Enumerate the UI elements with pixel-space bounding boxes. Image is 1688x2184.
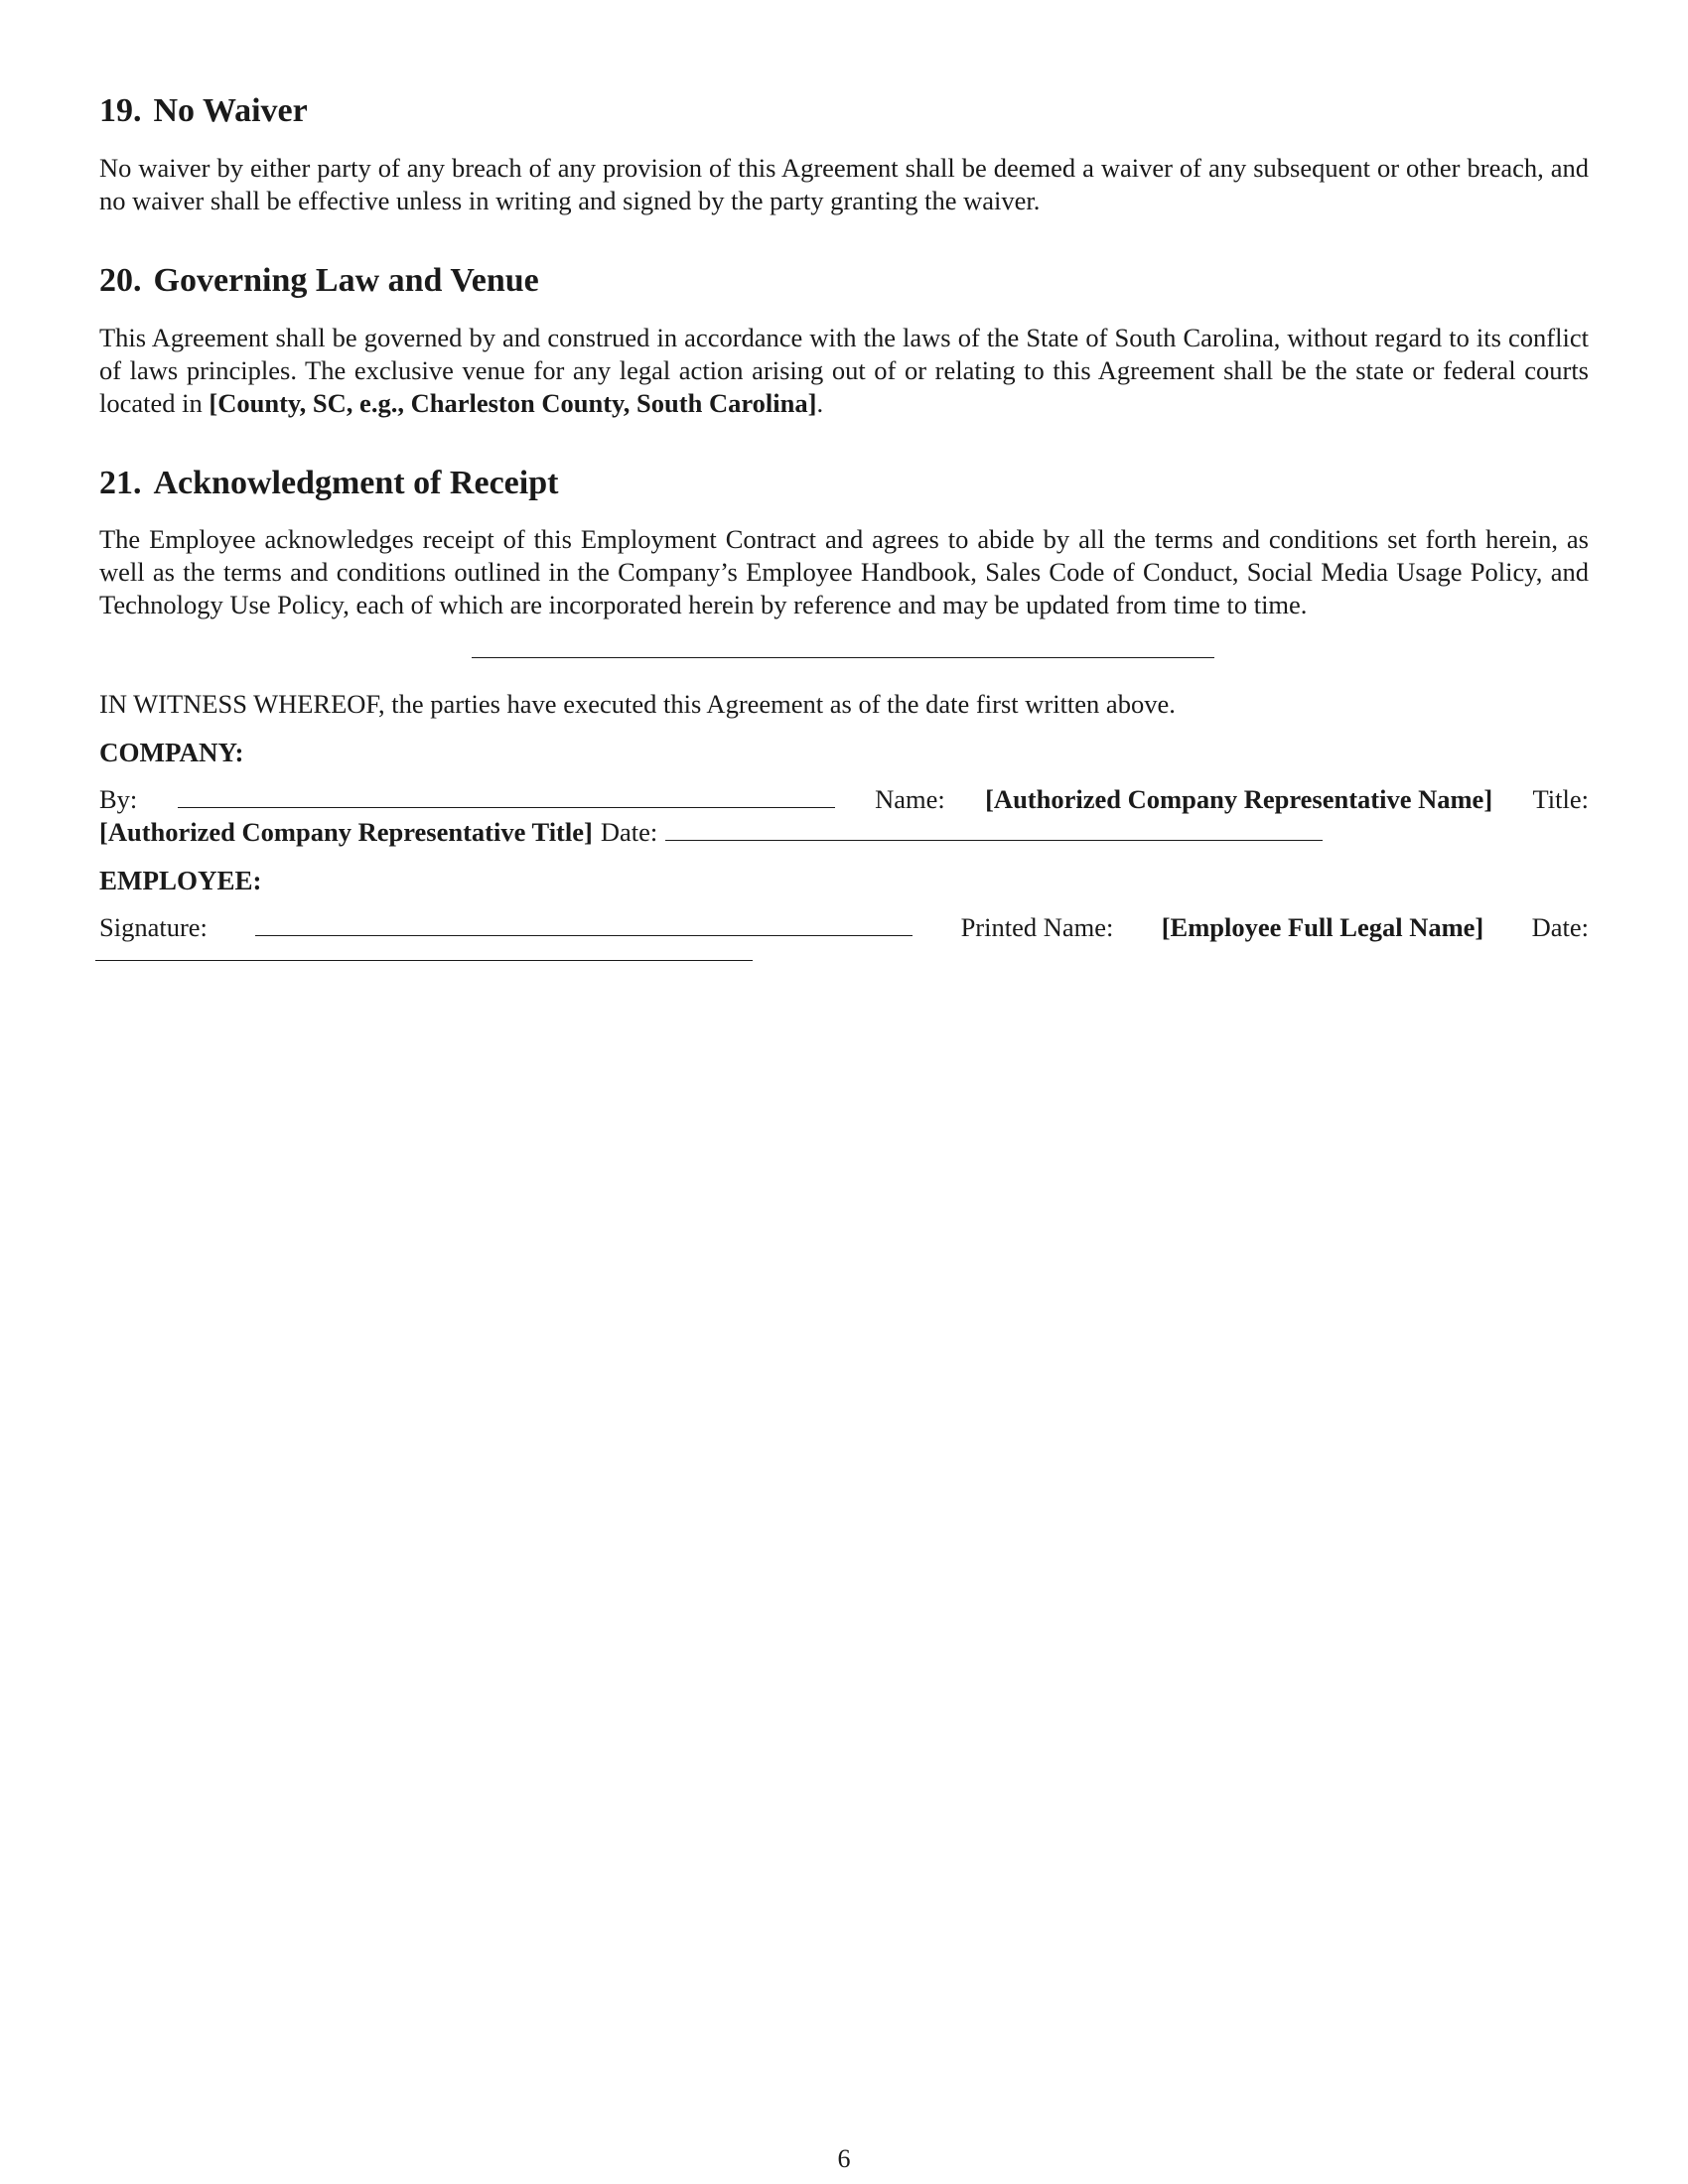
company-signature-block [99, 783, 1589, 849]
section-title: Governing Law and Venue [153, 261, 539, 299]
section-body: The Employee acknowledges receipt of this Employment Contract and agrees to abide by all the terms and conditions set forth herein, as well as the terms and conditions outlined in the Company’s Employee Handbook, Sales Code of Conduct, Social Media Usage Policy, and Technology Use Policy, each of which are incorporated herein by reference and may be updated from time to time. [99, 524, 1589, 620]
section-body-text: This Agreement shall be governed by and construed in accordance with the laws of the State of South Carolina, without regard to its conflict of laws principles. The exclusive venue for any legal action arising out of or relating to this Agreement shall be the state or federal courts located in [99, 322, 1589, 418]
employee-signature-row [99, 911, 1589, 944]
employee-signature-line[interactable] [255, 911, 913, 936]
employee-printed-name-label: Printed Name: [960, 912, 1114, 943]
company-signature-line[interactable] [178, 783, 835, 808]
section-number: 19. [99, 92, 142, 129]
document-page [99, 91, 1589, 977]
company-date-line[interactable] [665, 816, 1323, 841]
section-number: 21. [99, 464, 142, 501]
section-body: No waiver by either party of any breach of any provision of this Agreement shall be deemed a waiver of any subsequent or other breach, and no waiver shall be effective unless in writing and signed by the party granting the waiver. [99, 152, 1589, 215]
employee-heading: EMPLOYEE: [99, 866, 262, 896]
section-20-governing-law [99, 261, 1589, 420]
section-heading [99, 261, 1589, 302]
company-by-label: By: [99, 784, 138, 815]
company-representative-name: [Authorized Company Representative Name] [985, 784, 1493, 815]
employee-signature-block [99, 911, 1589, 961]
employee-date-label: Date: [1531, 912, 1589, 943]
section-21-acknowledgment [99, 464, 1589, 622]
section-body-end: . [816, 387, 824, 418]
company-title-label: Title: [1532, 784, 1589, 815]
company-signature-row [99, 783, 1589, 816]
section-number: 20. [99, 261, 142, 299]
witness-statement: IN WITNESS WHEREOF, the parties have executed this Agreement as of the date first written above. [99, 689, 1176, 720]
page-number: 6 [837, 2144, 851, 2173]
section-heading [99, 464, 1589, 504]
company-title-row [99, 816, 1589, 849]
company-heading: COMPANY: [99, 738, 244, 768]
employee-full-legal-name: [Employee Full Legal Name] [1161, 912, 1484, 943]
employee-date-line[interactable] [95, 944, 753, 961]
company-representative-title: [Authorized Company Representative Title] [99, 817, 593, 848]
section-title: No Waiver [153, 92, 308, 129]
section-heading [99, 91, 1589, 132]
company-name-label: Name: [875, 784, 945, 815]
section-body [99, 322, 1589, 420]
company-date-label: Date: [600, 817, 658, 848]
venue-placeholder: [County, SC, e.g., Charleston County, South Carolina] [209, 387, 817, 418]
section-title: Acknowledgment of Receipt [153, 464, 559, 501]
section-19-no-waiver [99, 91, 1589, 217]
employee-signature-label: Signature: [99, 912, 208, 943]
horizontal-divider [472, 657, 1214, 658]
